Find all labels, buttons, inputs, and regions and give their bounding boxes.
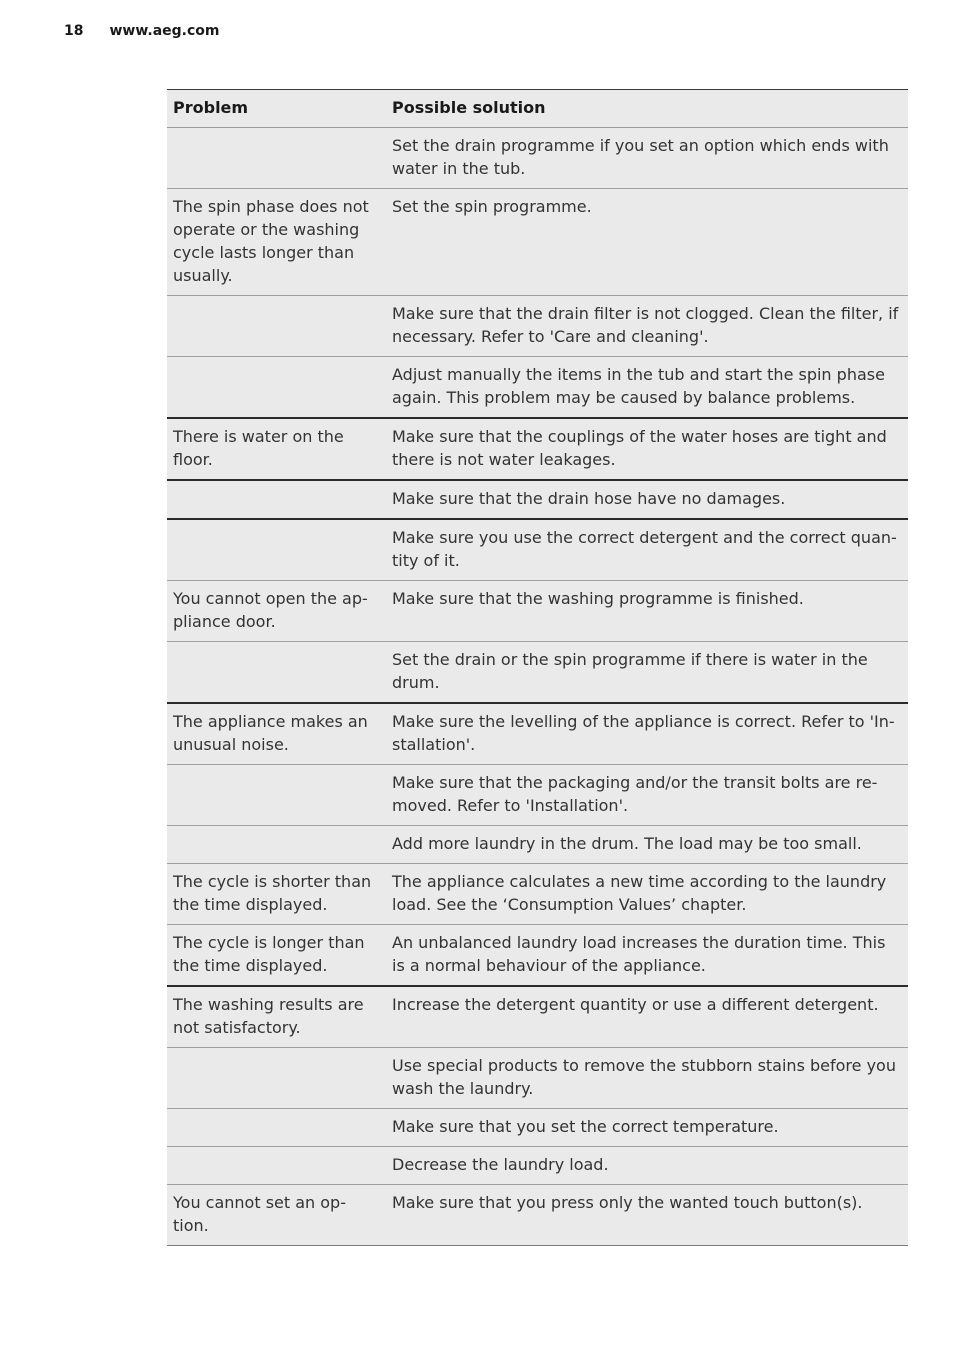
problem-cell bbox=[167, 296, 386, 357]
problem-cell bbox=[167, 128, 386, 189]
page-header bbox=[64, 23, 220, 39]
problem-cell bbox=[167, 357, 386, 419]
problem-cell: The washing results are not satisfactory. bbox=[167, 986, 386, 1048]
problem-cell bbox=[167, 642, 386, 704]
table-row bbox=[167, 128, 908, 189]
problem-cell bbox=[167, 480, 386, 519]
table-row bbox=[167, 519, 908, 581]
problem-cell bbox=[167, 519, 386, 581]
problem-cell bbox=[167, 765, 386, 826]
table-row bbox=[167, 642, 908, 704]
table-row bbox=[167, 1109, 908, 1147]
solution-cell: Set the drain programme if you set an option which ends with water in the tub. bbox=[386, 128, 908, 189]
table-row bbox=[167, 986, 908, 1048]
problem-cell bbox=[167, 1109, 386, 1147]
problem-cell: The cycle is longer than the time displayed. bbox=[167, 925, 386, 987]
table-row bbox=[167, 1147, 908, 1185]
table-row bbox=[167, 826, 908, 864]
solution-cell: The appliance calculates a new time according to the laundry load. See the ‘Consumption Values’ chapter. bbox=[386, 864, 908, 925]
problem-cell: You cannot open the ap-pliance door. bbox=[167, 581, 386, 642]
table-header-row bbox=[167, 90, 908, 128]
solution-cell: Set the drain or the spin programme if there is water in the drum. bbox=[386, 642, 908, 704]
table-row bbox=[167, 480, 908, 519]
problem-cell bbox=[167, 1147, 386, 1185]
table-row bbox=[167, 925, 908, 987]
solution-cell: Add more laundry in the drum. The load may be too small. bbox=[386, 826, 908, 864]
solution-cell: Make sure that the drain filter is not clogged. Clean the filter, if necessary. Refer to 'Care and cleaning'. bbox=[386, 296, 908, 357]
solution-cell: Adjust manually the items in the tub and start the spin phase again. This problem may be caused by balance problems. bbox=[386, 357, 908, 419]
page-number: 18 bbox=[64, 23, 84, 39]
table-row bbox=[167, 357, 908, 419]
solution-cell: Decrease the laundry load. bbox=[386, 1147, 908, 1185]
table-row bbox=[167, 581, 908, 642]
troubleshooting-table bbox=[167, 89, 908, 1246]
table-row bbox=[167, 418, 908, 480]
table-row bbox=[167, 703, 908, 765]
solution-cell: Make sure that the drain hose have no damages. bbox=[386, 480, 908, 519]
website-url: www.aeg.com bbox=[109, 23, 220, 39]
solution-cell: Make sure you use the correct detergent and the correct quan-tity of it. bbox=[386, 519, 908, 581]
column-header-solution: Possible solution bbox=[386, 90, 908, 128]
problem-cell: You cannot set an op-tion. bbox=[167, 1185, 386, 1246]
problem-cell bbox=[167, 1048, 386, 1109]
solution-cell: Set the spin programme. bbox=[386, 189, 908, 296]
solution-cell: An unbalanced laundry load increases the duration time. This is a normal behaviour of the appliance. bbox=[386, 925, 908, 987]
solution-cell: Make sure that you set the correct temperature. bbox=[386, 1109, 908, 1147]
troubleshooting-table-container bbox=[167, 89, 908, 1246]
table-row bbox=[167, 864, 908, 925]
table-row bbox=[167, 189, 908, 296]
solution-cell: Make sure that you press only the wanted touch button(s). bbox=[386, 1185, 908, 1246]
problem-cell bbox=[167, 826, 386, 864]
problem-cell: There is water on the floor. bbox=[167, 418, 386, 480]
solution-cell: Make sure that the washing programme is finished. bbox=[386, 581, 908, 642]
table-row bbox=[167, 296, 908, 357]
table-row bbox=[167, 765, 908, 826]
solution-cell: Make sure that the packaging and/or the transit bolts are re-moved. Refer to 'Installation'. bbox=[386, 765, 908, 826]
problem-cell: The appliance makes an unusual noise. bbox=[167, 703, 386, 765]
solution-cell: Use special products to remove the stubborn stains before you wash the laundry. bbox=[386, 1048, 908, 1109]
problem-cell: The spin phase does not operate or the washing cycle lasts longer than usually. bbox=[167, 189, 386, 296]
problem-cell: The cycle is shorter than the time displayed. bbox=[167, 864, 386, 925]
solution-cell: Make sure the levelling of the appliance is correct. Refer to 'In-stallation'. bbox=[386, 703, 908, 765]
column-header-problem: Problem bbox=[167, 90, 386, 128]
solution-cell: Make sure that the couplings of the water hoses are tight and there is not water leakages. bbox=[386, 418, 908, 480]
table-row bbox=[167, 1048, 908, 1109]
table-body bbox=[167, 128, 908, 1246]
table-row bbox=[167, 1185, 908, 1246]
solution-cell: Increase the detergent quantity or use a different detergent. bbox=[386, 986, 908, 1048]
